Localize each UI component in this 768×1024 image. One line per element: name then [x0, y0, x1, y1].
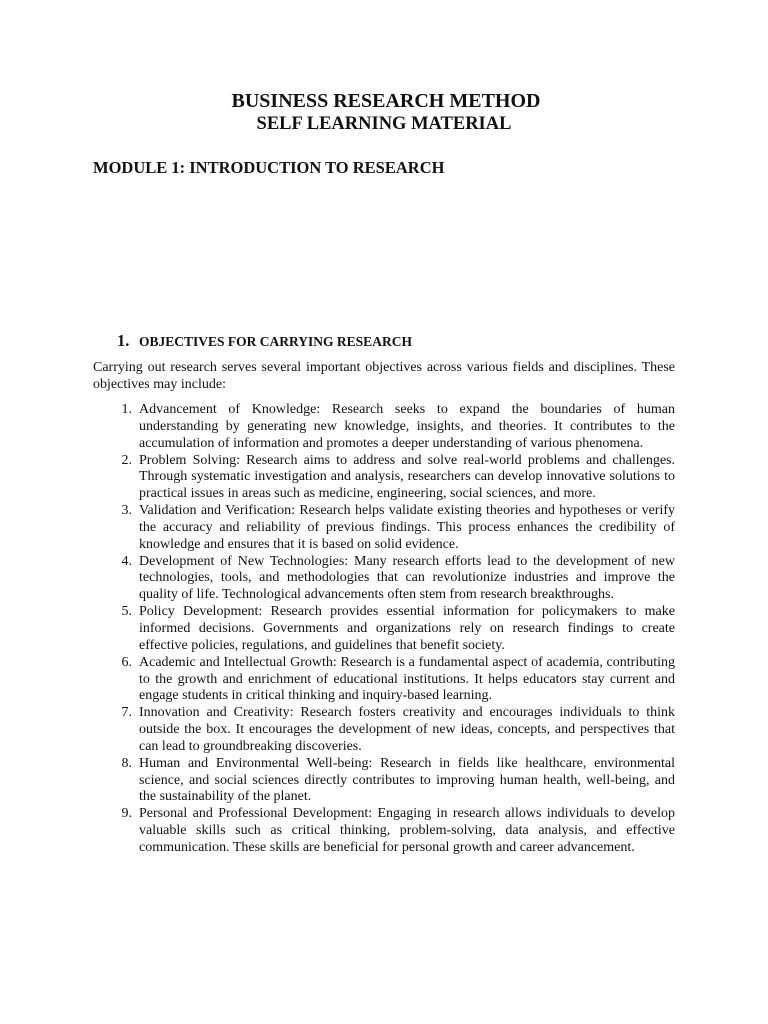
- objectives-list: [0, 402, 768, 857]
- objective-item: [0, 806, 768, 857]
- section-title: OBJECTIVES FOR CARRYING RESEARCH: [139, 334, 412, 349]
- objective-number: 9.: [121, 806, 132, 822]
- objective-item: [0, 705, 768, 756]
- section-number: 1.: [117, 331, 130, 350]
- document-title: BUSINESS RESEARCH METHOD: [231, 90, 541, 112]
- objective-number: 2.: [121, 452, 132, 468]
- objective-item: [0, 554, 768, 605]
- section-heading: [117, 331, 412, 352]
- objective-item: [0, 503, 768, 554]
- objective-number: 3.: [121, 503, 132, 519]
- objective-text: Personal and Professional Development: Engaging in research allows individuals to develop valuable skills such as critical thinking, problem-solving, data analysis, and effective communication. These skills are beneficial for personal growth and career advancement.: [139, 806, 675, 855]
- objective-number: 5.: [121, 604, 132, 620]
- objective-item: [0, 604, 768, 655]
- objective-item: [0, 655, 768, 706]
- objective-number: 7.: [121, 705, 132, 721]
- objective-number: 1.: [121, 402, 132, 417]
- objective-text: Problem Solving: Research aims to address and solve real-world problems and challenges. Through systematic investigation and analysis, researchers can develop innovative solutions to practical issues in areas such as medicine, engineering, social sciences, and more.: [139, 452, 675, 502]
- module-heading: MODULE 1: INTRODUCTION TO RESEARCH: [93, 158, 445, 177]
- objective-text: Advancement of Knowledge: Research seeks to expand the boundaries of human understanding by generating new knowledge, insights, and theories. It contributes to the accumulation of information and promotes a deeper understanding of various phenomena.: [139, 402, 675, 451]
- objective-number: 6.: [121, 654, 132, 670]
- document-subtitle: SELF LEARNING MATERIAL: [256, 114, 512, 134]
- objective-text: Academic and Intellectual Growth: Research is a fundamental aspect of academia, contributing to the growth and enrichment of educational institutions. It helps educators stay current and engage students in critical thinking and inquiry-based learning.: [139, 654, 675, 704]
- objective-text: Innovation and Creativity: Research fosters creativity and encourages individuals to think outside the box. It encourages the development of new ideas, concepts, and perspectives that can lead to groundbreaking discoveries.: [139, 705, 675, 754]
- objective-text: Development of New Technologies: Many research efforts lead to the development of new technologies, tools, and methodologies that can revolutionize industries and improve the quality of life. Technological advancements often stem from research breakthroughs.: [139, 553, 675, 603]
- objective-item: [0, 402, 768, 453]
- objective-item: [0, 756, 768, 807]
- objective-number: 4.: [121, 553, 132, 569]
- objective-text: Human and Environmental Well-being: Research in fields like healthcare, environmental science, and social sciences directly contributes to improving human health, well-being, and the sustainability of the planet.: [139, 755, 675, 805]
- objective-text: Validation and Verification: Research helps validate existing theories and hypotheses or verify the accuracy and reliability of previous findings. This process enhances the credibility of knowledge and ensures that it is based on solid evidence.: [139, 503, 675, 552]
- objective-text: Policy Development: Research provides essential information for policymakers to make informed decisions. Governments and organizations rely on research findings to create effective policies, regulations, and guidelines that benefit society.: [139, 604, 675, 653]
- objective-item: [0, 453, 768, 504]
- objective-number: 8.: [121, 755, 132, 771]
- section-intro: Carrying out research serves several important objectives across various fields and disciplines. These objectives may include:: [93, 360, 675, 392]
